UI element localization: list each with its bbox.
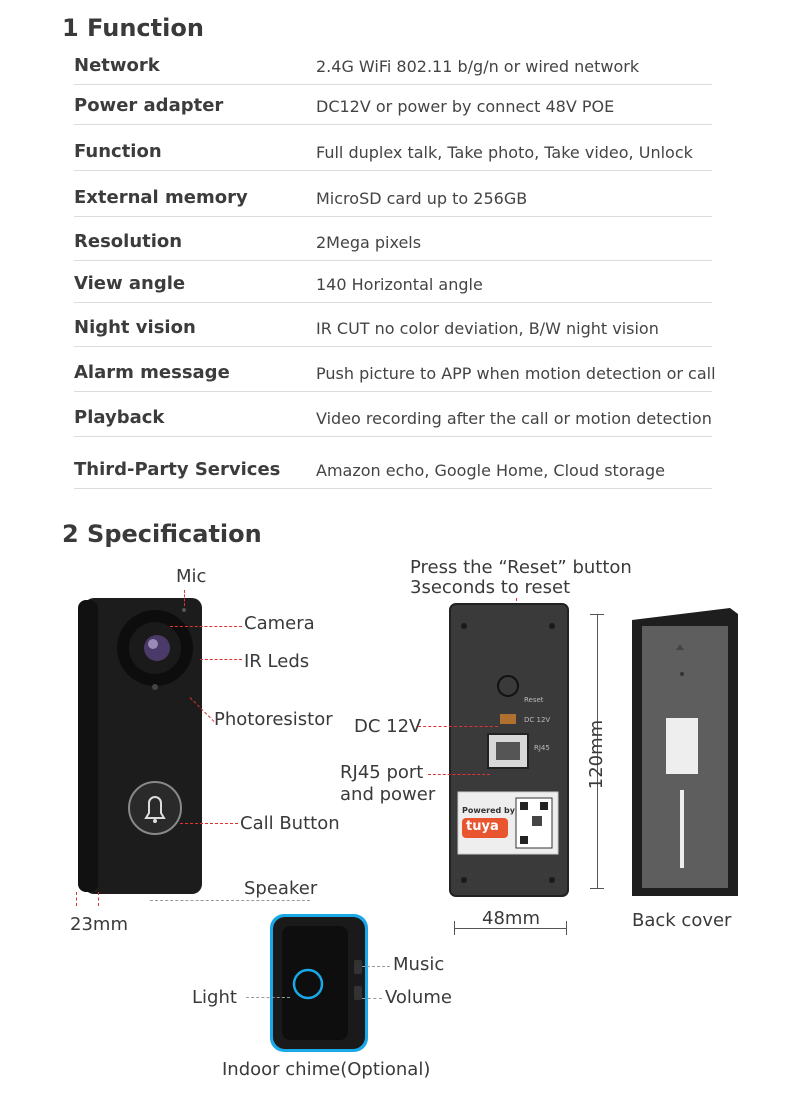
height-label: 120mm xyxy=(586,719,608,790)
reset-instruction-line1: Press the “Reset” button xyxy=(410,557,632,578)
tuya-logo: tuya xyxy=(466,819,499,834)
doorbell-front-image xyxy=(70,592,210,902)
row-value: Full duplex talk, Take photo, Take video, Unlock xyxy=(316,143,693,162)
doorbell-back-image xyxy=(448,602,570,898)
depth-label: 23mm xyxy=(70,914,128,935)
row-label: Third-Party Services xyxy=(74,459,281,480)
row-label: Function xyxy=(74,141,162,162)
table-row xyxy=(74,262,712,303)
table-row xyxy=(74,176,712,217)
row-value: Video recording after the call or motion detection xyxy=(316,409,712,428)
row-value: 2Mega pixels xyxy=(316,233,422,252)
row-value: 2.4G WiFi 802.11 b/g/n or wired network xyxy=(316,57,640,76)
row-label: Power adapter xyxy=(74,95,224,116)
width-label: 48mm xyxy=(482,908,540,929)
mic-label: Mic xyxy=(176,566,207,587)
pcb-reset-text: Reset xyxy=(524,696,544,704)
row-label: View angle xyxy=(74,273,186,294)
reset-instruction-line2: 3seconds to reset xyxy=(410,577,571,598)
dc-label: DC 12V xyxy=(354,716,422,737)
function-title: 1 Function xyxy=(62,14,204,42)
pcb-dc-text: DC 12V xyxy=(524,716,551,724)
rj45-label-line2: and power xyxy=(340,784,436,805)
row-value: 140 Horizontal angle xyxy=(316,275,483,294)
call-button-label: Call Button xyxy=(240,813,340,834)
table-row xyxy=(74,84,712,125)
indoor-chime-image xyxy=(268,912,372,1056)
row-label: Network xyxy=(74,55,160,76)
row-label: Night vision xyxy=(74,317,196,338)
row-label: Resolution xyxy=(74,231,183,252)
row-label: Playback xyxy=(74,407,165,428)
back-cover-label: Back cover xyxy=(632,910,732,931)
table-row xyxy=(74,448,712,489)
back-cover-image xyxy=(626,604,742,902)
specification-title: 2 Specification xyxy=(62,520,262,548)
camera-label: Camera xyxy=(244,613,315,634)
table-row xyxy=(74,396,712,437)
row-value: DC12V or power by connect 48V POE xyxy=(316,97,615,116)
row-value: MicroSD card up to 256GB xyxy=(316,189,528,208)
photoresistor-label: Photoresistor xyxy=(214,709,333,730)
rj45-label-line1: RJ45 port xyxy=(340,762,424,783)
volume-label: Volume xyxy=(385,987,452,1008)
powered-by-text: Powered by xyxy=(462,806,515,815)
light-label: Light xyxy=(192,987,237,1008)
row-label: Alarm message xyxy=(74,362,230,383)
row-value: IR CUT no color deviation, B/W night vision xyxy=(316,319,659,338)
table-row xyxy=(74,351,716,392)
row-value: Amazon echo, Google Home, Cloud storage xyxy=(316,461,665,480)
table-row xyxy=(74,220,712,261)
table-row xyxy=(74,306,712,347)
row-label: External memory xyxy=(74,187,248,208)
row-value: Push picture to APP when motion detection or call xyxy=(316,364,716,383)
ir-leds-label: IR Leds xyxy=(244,651,310,672)
music-label: Music xyxy=(393,954,445,975)
pcb-rj45-text: RJ45 xyxy=(534,744,550,752)
table-row xyxy=(74,130,712,171)
chime-caption: Indoor chime(Optional) xyxy=(222,1059,431,1080)
table-row xyxy=(74,44,712,85)
speaker-label: Speaker xyxy=(244,878,318,899)
